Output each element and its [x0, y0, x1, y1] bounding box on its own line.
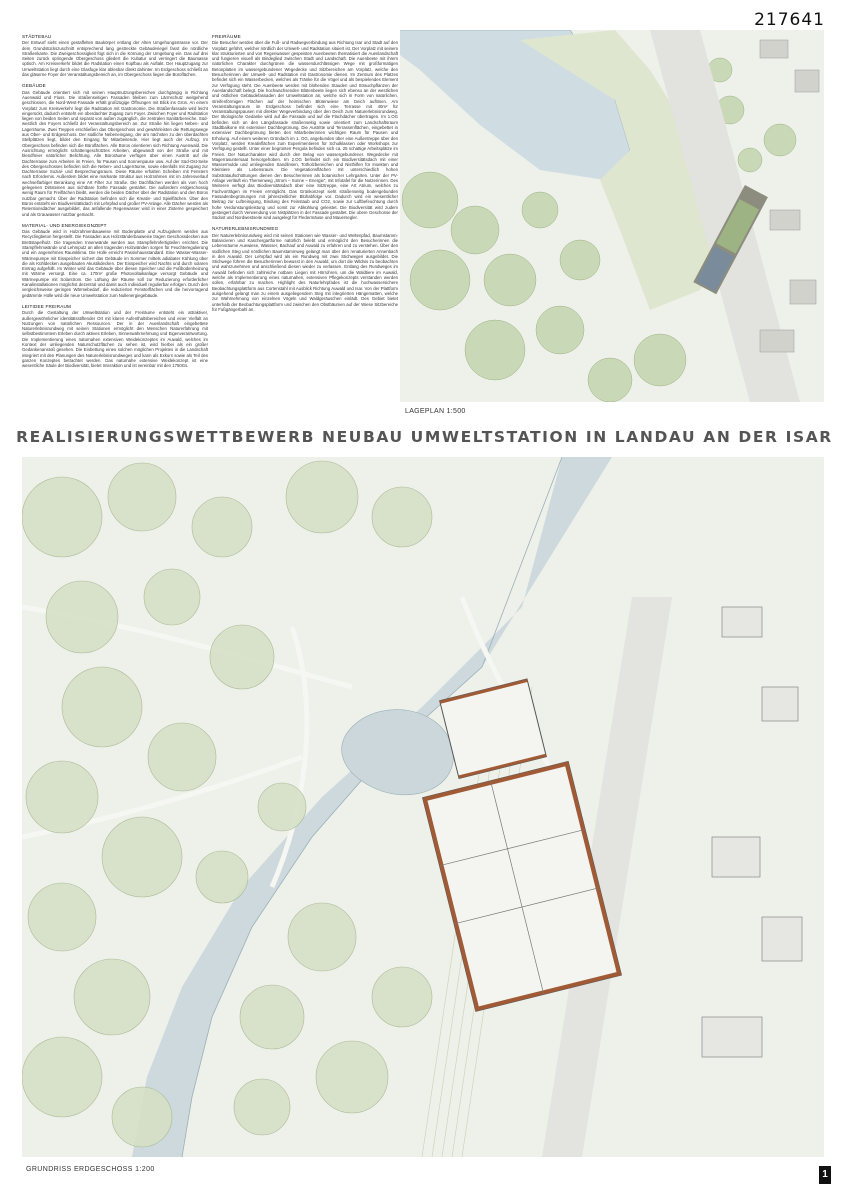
ground-floor-plan-label: GRUNDRISS ERDGESCHOSS 1:200 — [26, 1166, 155, 1173]
competition-id-number: 217641 — [754, 10, 825, 30]
section-body-freiraeume: Die Besucher werden über die Fuß- und Radwegverbindung aus Richtung Isar und Stadt auf den Vorplatz geführt, welcher nördlich der Umwelt- und Radstation situiert ist. Der Vorplatz mit seinem klar strukturierten und von Regenwasser gespeisten Auenbeeten thematisiert die Auenlandschaft und fungieren visuell als Bindeglied zwischen Stadt und Landschaft. Die Auenbeete mit ihrem natürlichen Charakter durchgrünen die wassendurchlässigen Wege mit großformatigen Betonplatten im wassergebundener Wegedecke und Sitzbereichen am Vorplatz, welche den Besucherinnen der Umwelt- und Radstation mit Gastronomie dienen. Im Zentrum des Platzes befindet sich ein Wasserbecken, welches als Tränke für die Vögel und als bespielendes Element zur Verfügung steht. Die Auenbeete werden mit blühenden Stauden und Strauchpflanzen der Auenlandschaft belegt. Die hochwachsenden Blütenbeete liegen sich ebenso an der westlichen und östlichen Gebäudefassaden der Umweltstation an, welche sich in Form von natürlichen, streifenförmigen Flächen auf der heimischen Blütenwiese am Deich auflösen. Am Veranstaltungsraum im Erdgeschoss befindet sich eine Terrasse mit 40m² für Veranstaltungspausen mit direkter Wegeverbindung über den Deich zum Naturerlebnisrundweg. Der ökologische Gedanke wird auf die Fassade und auf die Flachdächer übertragen. Im 1.OG befinden sich an den Längsfassade straßenseitig sowie orientiert zum Landschaftsraum Stadtbalkone mit extensiver Dachbegrünung. Die Austritte und Terrassenflächen, eingebettet in extensiver Dachbegrünung bieten den Mitarbeiterinnen wichtigen Raum für Pausen und Erholung. Auf einem weiteren Gründach im 1. OG, angebunden über eine Außentreppe über den Vorplatz, werden Kreativflächen zum Experimentieren für Schulklassen oder Workshops zur Verfügung gestellt. Unter einer begrünten Pergola befinden sich ca. 25 schattige Arbeitsplätze im Freien. Der Naturcharakter wird durch den Belag von wassergebundener. Wegedecke mit Magerrasuntersaat hervorgehoben. Im 2.OG befindet sich ein Biodiversitätsdach mit einer Wassermulde und umliegenden Sandlinsen, Totholzbereichen und Nisthilfen für Insekten und Kleintiere als Lebensraum. Die Vegetationsflächen mit unterschiedlich hohen Substrataufschüttungen dienen den Besucherinnen als botanischer Lehrgarten. Unter der PV-Anlage verläuft ein Themenweg „Strom – Sonne – Energie“, mit Infotafel für die Nutzerinnen. Des Weiteren verfügt das Biodiversitätsdach über eine Sitztreppe, eine Art Atrium, welches zu Fachvorträgen im Freien ermöglicht. Das Grünkonzept sieht straßenseitig bodengebunden Fassadenbegrünungen mit jahreszeitlicher Blühabfolge vor. Dadurch wird ein wesentlicher Beitrag zur Luftreinigung, Bindung des Feinstaub und CO2, sowie zur Luftbefeuchtung durch hohe Verdunstungsleistung und somit zur Abkühlung geleistet. Die Biodiversität wird zudem gesteigert durch Verwendung von Nistplätzen in der Fassade gestaltet. Die obere Geschosse der Südost und Nordwestseite sind ausgelegt für Fledermäuse und Mauersegler. — [212, 40, 398, 221]
text-column-right — [212, 34, 398, 410]
main-title: REALISIERUNGSWETTBEWERB NEUBAU UMWELTSTATION IN LANDAU AN DER ISAR — [16, 428, 833, 446]
site-plan-lageplan — [400, 30, 824, 402]
section-body-naturerlebnis: Der Naturerlebnisrundweg wird mit seinen Stationen wie Wasser- und Weltenpfad, Baumstamm-Balancieren und Kaschergartforme natürlich belebt und ermöglicht den Besucherinnen die Lebensräume Auewiese, Wassser, Bachauf und Auwald zu erfahren und zu verstehen. Über den südlichen Steg und nördlichen Baumstammweg gelangt man über den renaturierten Annenbach in den Auwald. Der Lehrpfad wird als ein Rundweg mit zwei Stichwegen ausgebildet. Die Stichwege führen die Besucherinnen bewusst in den Auwald, um dort die Wildnis zu beobachten und wahrzunehmen und anschließend diesen wieder zu verlassen. Entlang des Rundweges im Auwald befinden sich zahlreiche notbare Liegen mit Hörrohren, um die Waldtiere im Auwald, welche als Implementierung eines naturnahen, extensiven Pflegekonzepts verstanden werden sollen, erfahrbar zu machen. Highlight des Naturlehrpfades ist die hochwassersichere Beobachtungsplattform aus Cortenstahl mit Ausblick Richtung Auwald und Isar. Von der Plattform ausgehend gelangt man zu einem ausgeliegendem Steg mit integrierten Hängematten, welche zur Wahrnehmung von einzelnen Vögeln und Waldgeräuschen einlädt. Des Gebiet bietet unterhalb der Beobachtungsplattform und zwischen den Obstbäumen auf der Wiese Sitzbereiche für Fußgängerbahl an. — [212, 232, 398, 312]
section-body-leitidee: Durch die Gestaltung der Umweltstation und der Freiräume entsteht ein attraktiver, außergewöhnlicher identitätsstiftender Ort mit klaren Aufenthaltsbereichen und einer Vielfalt an Nutzungen von natürlichen Ressourcen. Der in der Auenlandschaft eingebettete Naturerlebnisrundweg mit seinen Stationen ermöglicht den Menschen Naturerfahrung mit selbstbestimmtem Erleben durch aktives Erleben, Sinneswahrnehmung und Eigenverantwortung. Die Implementierung eines naturnahen extensiven Weidekonzeptes im Auwald, welches im Kontext der umliegenden Naturschutzflächen zu sehen ist, wird hierbei als ein großer Gedankenanstoß gesehen. Die Einbettung eines solchen möglichen Projektes in die Landschaft integriert mit den Planungen des Naturerlebnisrundweges und kann als Exkurs sowie als Teil des ganzen Konzeptes betrachtet werden. Das naturnahe extensive Weidekonzept ist eine wesentliche Säule der Biodiversität, bietet Interaktion und ist vereinbar mit den 1750Gs. — [22, 310, 208, 369]
section-body-gebaeude: Das Gebäude orientiert sich mit seinen Hauptnutzungsbereichen durchgängig in Richtung Auenwald und Fluss. Die straßenseitigen Fassaden bleiben zum Lärmschutz weitgehend geschlossen, die Nord-West-Fassade erhält großzügige Öffnungen mit Blick ins Grün. An einem Vorplatz zum Kreisverkehr liegt die Radstation mit Gastronomie. Die Straßenfassade wird leicht eingerückt, dadurch entsteht ein überdachter Zugang zum Foyer. Zwischen Foyer und Radstation liegen von beiden Seiten und separat von außen zugänglich, die zentralen Sanitärbereiche. Süd-westlich des Foyers schließt der Veranstaltungsbereich an. Zur Straße hin liegen Neben- und Lagerräume. Zwei Treppen erschließen das Obergeschoss und gewährleisten die Rettungswege aus Ober- und Erdgeschoss. Der südliche Nebeneingang, der am nächsten zu den überdachten Stellplätzen liegt, bildet den Eingang für Mitarbeitende. Hier liegt auch der Aufzug. Im Obergeschoss befinden sich die Büroflächen. Alle Büros orientieren sich Richtung Auenwald. Die Ausrichtung ermöglicht schattengeschütztes Arbeiten, abgewandt von der Straße und mit blendfreier natürlicher Belichtung. Alle Büroräume verfügen über einen Austritt auf die Dachterrasse zum Arbeiten im Freien, für Pausen und Sonnenpause usw. Auf der Süd-Ost-Seite des Obergeschosses befinden sich die Neben- und Lagerräume, sowie ebenfalls mit Zugang zur Dachterrasse Sozial- und Besprechungsraum. Diese Räume erhalten Scheiben mit Fenstern nach Erfordernis. Außerdem bildet eine markante Struktur aus Holzrahmen mit im Jahresverlauf wechselfarbiger Berankung eine Art Filter zur Straße. Die Dachflächen werden als vom hoch gelegenen Dirtsteinen aus sichtbare fünfte Fassade gestaltet. Die außerdem erdgeschossig wenig Raum für Freiflächen bleibt, werden die beiden Dächer über der Radstation und den Büros nutzbar gemacht. Über der Radstation befinden sich die Kreativ- und Spielflächen. Über den Büros entsteht ein Biodiversitätsdach mit Lehrpfad und großer PV-Anlage. Alle Dächer werden als Retentionsdächer ausgebildet, das anfallende Regenwasser wird in einer Zisterne gespeichert und als Grauwasser nutzbar gemacht. — [22, 89, 208, 217]
section-heading-freiraeume: FREIRÄUME — [212, 34, 241, 39]
ground-floor-plan — [22, 457, 824, 1157]
section-body-staedtebau: Der Entwurf sieht einen gestaffelten Baukörper entlang der Alten Umgehungsstrasse vor. Der dem Grundstückszuschnitt entsprechend lang gestreckte Gebäuderiegel fasst die nördliche Straßenkante. Die Zweigeschossigkeit fügt sich in die Körnung der Umgebung ein. Das auf drei Seiten zurück springende Obergeschoss gliedert die Kubatur und verringert die Baumasse optisch. Am Kreisverkehr bildet die Radstation einen Kopfbau als Auftakt. Der Hauptzugang zur Umweltstation liegt durch eine Glasfuge klar ablesbar direkt dahinter. Im Erdgeschoss schließt an das gläserne Foyer der Veranstaltungsbereich an, im Obergeschoss liegen die Büroflächen. — [22, 40, 208, 78]
section-body-material: Das Gebäude wird in Holzrahmenbauweise mit Bodenplatte und Aufzugskern werden aus Recyclingbeton hergestellt. Die Fassaden aus Holzständerbauweise tragen Geschossdecken aus Brettstapelholz. Die tragenden Innenwände werden aus Stampflehmfertigteilen errichtet. Die Stampflehmwände und Lehmputz an allen tragenden Holzwänden sorgen für Feuchteregulierung und ein angenehmes Raumklima. Die Hülle erreicht Passivhausstandard. Eine Wasser-Wasser-Wärmepumpe mit Eisspeicher sichert das Gebäude im Sommer mittels adiabater Kühlung über die als Kühldecken ausgebauten Akustikdecken. Der Eisspeicher wird Nachts und durch solaren Eintrag aufgefüllt. Im Winter wird das Gebäude über diesen Speicher und die Fußbodenheizung mit Wärme versorgt. Eine ca. 170m² große Photovoltaikanlage versorgt Gebäude und Wärmepumpe mit Solarstrom. Die Lüftung der Räume soll zur Reduzierung erforderlicher Kanalinstallationen möglichst dezentral und damit auch individuell regulierbar erfolgen. Durch den vergleichsweise geringen Wärmebedarf, die reduzierten Fensterflächen und die hervorragend gedämmte Hülle wird die neue Umweltstation zum Nullenergiegebäude. — [22, 229, 208, 298]
section-heading-staedtebau: STÄDTEBAU — [22, 34, 52, 39]
site-plan-label: LAGEPLAN 1:500 — [405, 408, 466, 415]
section-heading-gebaeude: GEBÄUDE — [22, 83, 46, 89]
section-heading-naturerlebnis: NATURERLEBNISRUNDWEG — [212, 226, 279, 232]
section-heading-material: MATERIAL- UND ENERGIEKONZEPT — [22, 222, 107, 228]
section-heading-leitidee: LEITIDEE FREIRAUM — [22, 303, 72, 309]
ground-floor-plan-drawing — [22, 457, 824, 1157]
site-plan-drawing — [400, 30, 824, 402]
page-number: 1 — [819, 1166, 831, 1184]
text-column-left — [22, 34, 208, 410]
